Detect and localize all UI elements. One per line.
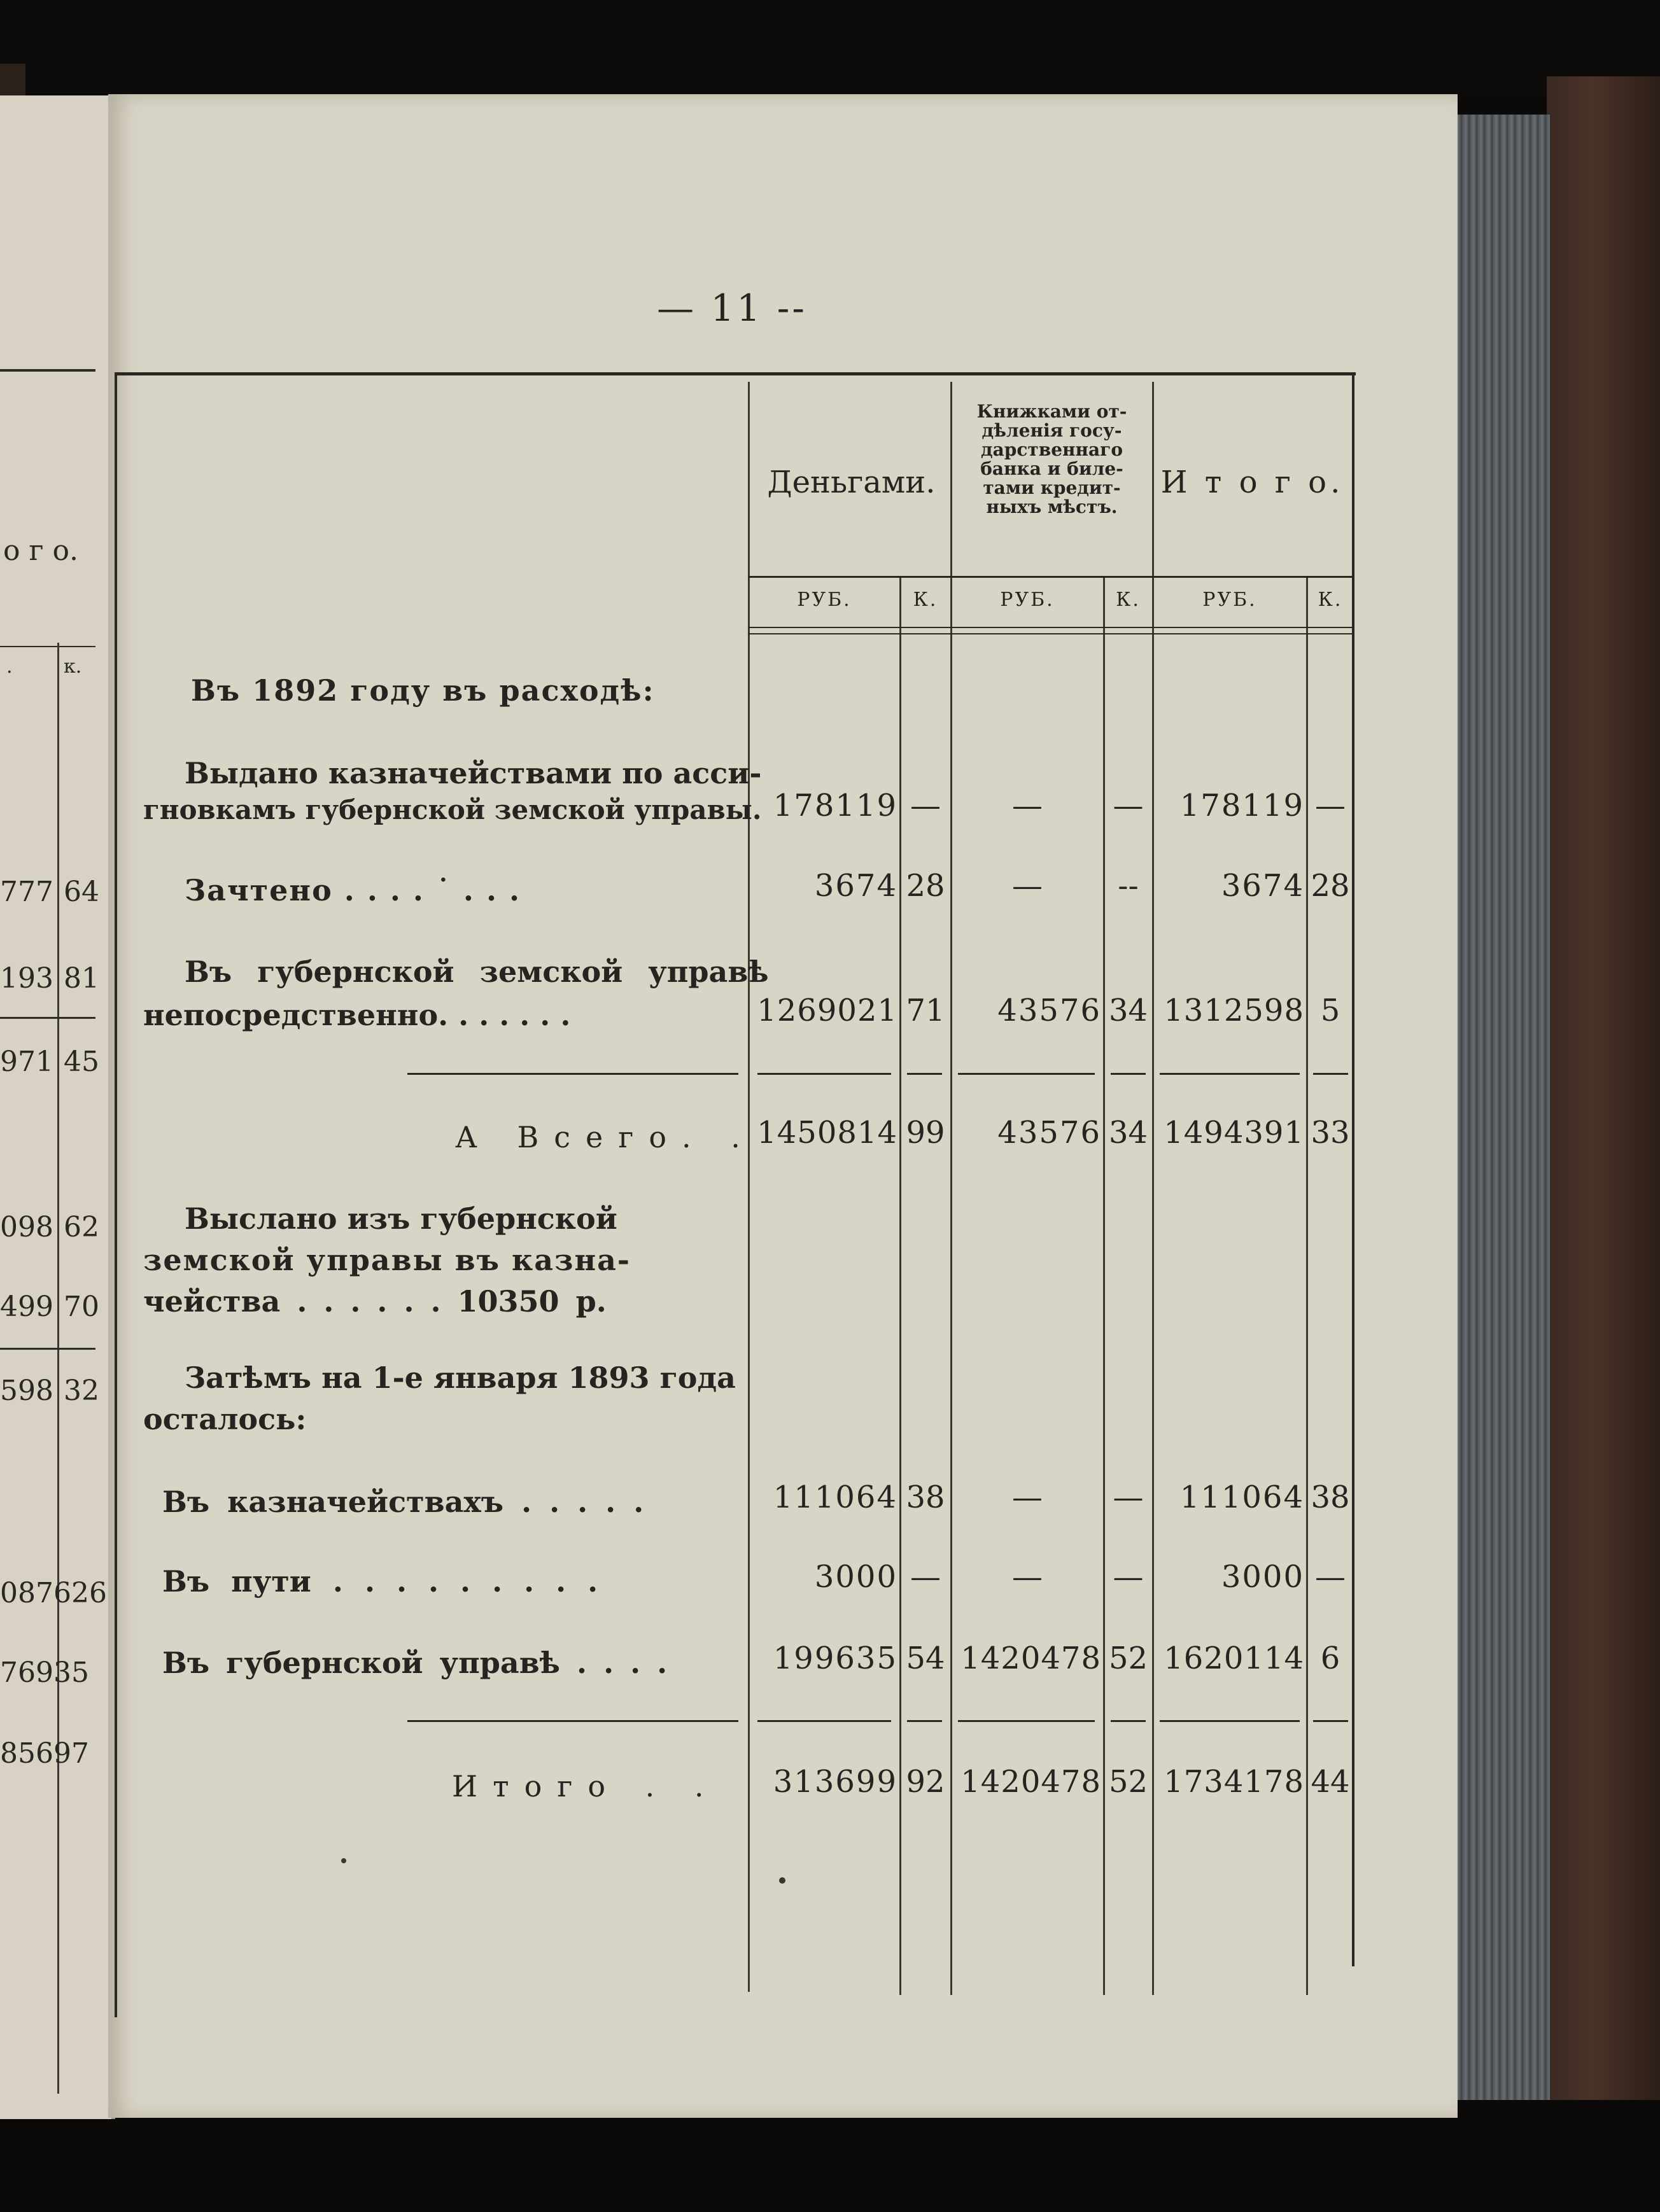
table-left-border xyxy=(115,375,117,2017)
note-line: земской управы въ казна- xyxy=(143,1243,631,1277)
cell-total-kop: 33 xyxy=(1311,1115,1350,1151)
table-right-border xyxy=(1352,372,1354,1966)
cell-books-rub: 1420478 xyxy=(960,1764,1101,1800)
cell-books-rub: 43576 xyxy=(997,1115,1101,1151)
background-top xyxy=(0,0,1660,95)
cell-total-kop: 28 xyxy=(1311,868,1350,904)
unit-kop: К. xyxy=(1318,589,1343,611)
cell-books-rub: — xyxy=(1012,1559,1043,1595)
cell-total-rub: 1734178 xyxy=(1164,1764,1304,1800)
left-row-r: 193 xyxy=(0,962,53,995)
unit-rub: РУБ. xyxy=(1000,589,1055,611)
col-divider xyxy=(748,382,750,1992)
cell-money-rub: 178119 xyxy=(773,788,897,823)
row-label: Въ губернской земской управѣ xyxy=(185,955,769,989)
cell-money-kop: — xyxy=(910,1559,941,1595)
cell-money-rub: 3000 xyxy=(814,1559,897,1595)
total-rule xyxy=(1111,1720,1146,1722)
row-label: Въ губернской управѣ . . . . xyxy=(162,1646,668,1680)
header-rule xyxy=(748,576,1353,578)
subtotal-rule xyxy=(407,1073,738,1075)
col-divider xyxy=(1152,382,1154,1995)
cell-total-rub: 178119 xyxy=(1179,788,1304,823)
cell-money-kop: 99 xyxy=(906,1115,945,1151)
left-row-k: 5 xyxy=(71,1656,89,1689)
left-rule xyxy=(0,646,95,647)
header-books-line: Книжками от- xyxy=(976,401,1127,422)
cell-books-kop: — xyxy=(1113,1480,1144,1515)
cell-books-kop: 34 xyxy=(1108,993,1148,1028)
cell-total-kop: 5 xyxy=(1320,993,1340,1028)
cell-money-rub: 199635 xyxy=(773,1641,897,1676)
note-line: Выслано изъ губернской xyxy=(185,1201,617,1236)
left-row-r: 499 xyxy=(0,1291,53,1323)
left-row-r: 777 xyxy=(0,876,53,908)
subtotal-rule xyxy=(1160,1073,1300,1075)
remainder-title: осталось: xyxy=(143,1402,307,1436)
cell-books-rub: — xyxy=(1012,788,1043,823)
left-row-r: 0876 xyxy=(0,1577,71,1609)
page-number: — 11 -- xyxy=(657,286,807,330)
left-row-k: 62 xyxy=(64,1211,99,1243)
total-label: Итого . . xyxy=(452,1769,719,1803)
cell-books-rub: 43576 xyxy=(997,993,1101,1028)
subtotal-label: А Всего. . xyxy=(455,1120,756,1154)
row-label: Въ казначействахъ . . . . . xyxy=(162,1485,644,1519)
left-rule xyxy=(0,369,95,372)
subtotal-rule xyxy=(958,1073,1095,1075)
left-rule xyxy=(0,1017,95,1019)
cell-money-rub: 313699 xyxy=(773,1764,897,1800)
ink-speck xyxy=(779,1877,785,1884)
cell-money-kop: 38 xyxy=(906,1480,945,1515)
left-row-k: 32 xyxy=(64,1375,99,1407)
left-row-k: 45 xyxy=(64,1046,99,1078)
left-row-k: 7 xyxy=(71,1737,89,1770)
book-cover-right xyxy=(1547,76,1660,2132)
row-label: непосредственно. . . . . . . xyxy=(143,998,571,1032)
left-row-r: 971 xyxy=(0,1046,53,1078)
cell-books-kop: — xyxy=(1113,1559,1144,1595)
left-row-k: 64 xyxy=(64,876,99,908)
header-total: И т о г о. xyxy=(1160,465,1344,500)
cell-books-kop: — xyxy=(1113,788,1144,823)
cell-total-rub: 1312598 xyxy=(1164,993,1304,1028)
ink-speck xyxy=(341,1858,346,1863)
header-books-line: дарственнаго xyxy=(980,439,1123,460)
total-rule xyxy=(1313,1720,1348,1722)
remainder-title: Затѣмъ на 1-е января 1893 года xyxy=(185,1361,736,1395)
header-books-line: дѣленія госу- xyxy=(981,420,1122,441)
cell-books-kop: 34 xyxy=(1108,1115,1148,1151)
note-line: чейства . . . . . . 10350 р. xyxy=(143,1284,607,1319)
unit-rub: РУБ. xyxy=(797,589,852,611)
cell-total-kop: 44 xyxy=(1311,1764,1350,1800)
unit-kop: К. xyxy=(913,589,938,611)
cell-money-kop: 54 xyxy=(906,1641,945,1676)
table-top-rule xyxy=(115,372,1356,375)
subtotal-rule xyxy=(757,1073,891,1075)
left-vline xyxy=(57,643,59,2094)
total-rule xyxy=(407,1720,738,1722)
header-money: Деньгами. xyxy=(767,465,936,500)
left-row-r: 098 xyxy=(0,1211,53,1243)
cell-money-kop: — xyxy=(910,788,941,823)
left-page-fragment xyxy=(0,95,115,2119)
left-row-r: 7693 xyxy=(0,1656,71,1689)
row-label: Въ пути . . . . . . . . . xyxy=(162,1564,598,1599)
left-row-r: 598 xyxy=(0,1375,53,1407)
cell-total-kop: — xyxy=(1315,788,1346,823)
cell-money-kop: 28 xyxy=(906,868,945,904)
cell-books-kop: 52 xyxy=(1108,1764,1148,1800)
cell-total-rub: 111064 xyxy=(1179,1480,1304,1515)
page-edges xyxy=(1454,115,1550,2100)
total-rule xyxy=(907,1720,942,1722)
total-rule xyxy=(757,1720,891,1722)
cell-money-rub: 1269021 xyxy=(757,993,897,1028)
cell-books-rub: — xyxy=(1012,868,1043,904)
left-row-k: 81 xyxy=(64,962,99,995)
cell-total-kop: — xyxy=(1315,1559,1346,1595)
left-rule xyxy=(0,1348,95,1350)
cell-books-rub: — xyxy=(1012,1480,1043,1515)
cell-money-kop: 92 xyxy=(906,1764,945,1800)
subtotal-rule xyxy=(1111,1073,1146,1075)
left-col-r: . xyxy=(6,655,13,678)
header-books-line: ныхъ мѣстъ. xyxy=(986,496,1118,517)
cell-books-kop: 52 xyxy=(1108,1641,1148,1676)
cell-books-rub: 1420478 xyxy=(960,1641,1101,1676)
cell-money-rub: 3674 xyxy=(814,868,897,904)
cell-total-kop: 38 xyxy=(1311,1480,1350,1515)
header-rule xyxy=(748,627,1353,628)
cell-books-kop: -- xyxy=(1118,868,1139,904)
subtotal-rule xyxy=(907,1073,942,1075)
header-books-line: банка и биле- xyxy=(980,458,1123,479)
cell-total-rub: 1494391 xyxy=(1164,1115,1304,1151)
row-label: Зачтено . . . . ˙ . . . xyxy=(185,873,521,907)
cell-money-rub: 111064 xyxy=(773,1480,897,1515)
section-title: Въ 1892 году въ расходѣ: xyxy=(191,673,655,708)
cell-money-kop: 71 xyxy=(906,993,945,1028)
row-label: Выдано казначействами по асси- xyxy=(185,756,762,790)
cell-total-rub: 1620114 xyxy=(1164,1641,1304,1676)
cell-total-rub: 3674 xyxy=(1221,868,1304,904)
row-label: гновкамъ губернской земской управы. xyxy=(143,794,762,825)
total-rule xyxy=(958,1720,1095,1722)
header-rule xyxy=(748,633,1353,634)
subtotal-rule xyxy=(1313,1073,1348,1075)
left-row-k: 70 xyxy=(64,1291,99,1323)
header-books xyxy=(955,402,1149,517)
left-row-r: 8569 xyxy=(0,1737,71,1770)
unit-kop: К. xyxy=(1116,589,1141,611)
left-row-k: 26 xyxy=(71,1577,107,1609)
col-divider xyxy=(950,382,952,1995)
unit-rub: РУБ. xyxy=(1202,589,1257,611)
cell-total-kop: 6 xyxy=(1320,1641,1340,1676)
page xyxy=(108,94,1458,2118)
total-rule xyxy=(1160,1720,1300,1722)
header-books-line: тами кредит- xyxy=(983,477,1121,498)
cell-money-rub: 1450814 xyxy=(757,1115,897,1151)
left-header-fragment: о г о. xyxy=(3,535,78,567)
left-col-k: к. xyxy=(64,655,82,678)
cell-total-rub: 3000 xyxy=(1221,1559,1304,1595)
